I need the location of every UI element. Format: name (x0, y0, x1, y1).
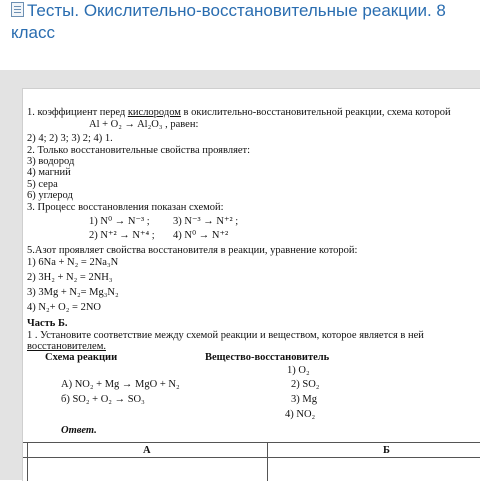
col-header-reaction: Схема реакции (45, 352, 118, 363)
page-title (11, 0, 476, 44)
reducer-option: 3) Mg (291, 394, 317, 405)
col-header-reducer: Вещество-восстановитель (205, 352, 330, 363)
q5-option: 1) 6Na + N₂ = 2Na₃N (27, 257, 119, 268)
reaction-item: А) NO₂ + Mg → MgO + N₂ (61, 379, 180, 390)
table-header-a: А (143, 445, 151, 456)
document-panel[interactable] (22, 88, 480, 481)
q3-option: 1) N⁰ → N⁻³ ; (89, 216, 150, 227)
q1-underlined: кислородом (127, 107, 181, 118)
answer-label: Ответ. (61, 425, 97, 436)
q2-option: 3) водород (27, 156, 75, 167)
q2-option: 5) сера (27, 179, 58, 190)
q5-text: 5.Азот проявляет свойства восстановителя в реакции, уравнение которой: (27, 245, 358, 256)
q3-option: 4) N⁰ → N⁺² (173, 230, 229, 241)
q3-text: 3. Процесс восстановления показан схемой: (27, 202, 224, 213)
q5-option: 3) 3Mg + N₂= Mg₃N₂ (27, 287, 119, 298)
table-row-divider (23, 457, 480, 458)
table-border-left (27, 443, 28, 481)
q5-option: 4) N₂+ O₂ = 2NO (27, 302, 101, 313)
document-icon (11, 2, 24, 17)
q1-scheme: Al + O₂ → Al₂O₃ , равен: (89, 119, 199, 130)
q3-option: 3) N⁻³ → N⁺² ; (173, 216, 239, 227)
answer-table (23, 442, 480, 481)
part-b-task-line1: 1 . Установите соответствие между схемой реакции и веществом, которое является в ней (27, 330, 424, 341)
q2-option: 4) магний (27, 167, 71, 178)
q2-text: 2. Только восстановительные свойства проявляет: (27, 145, 251, 156)
page-title-text: Тесты. Окислительно-восстановительные реакции. 8 класс (11, 1, 446, 42)
reaction-item: б) SO₂ + O₂ → SO₃ (61, 394, 145, 405)
title-bar (0, 0, 480, 62)
part-b-task-line2: восстановителем. (27, 341, 106, 352)
q1-text (27, 107, 451, 118)
q5-option: 2) 3H₂ + N₂ = 2NH₃ (27, 272, 113, 283)
reducer-option: 2) SO₂ (291, 379, 320, 390)
q1-text-part2: в окислительно-восстановительной реакции, схема которой (180, 107, 451, 118)
q1-options: 2) 4; 2) 3; 3) 2; 4) 1. (27, 133, 113, 144)
q1-text-part1: 1. коэффициент перед (27, 107, 128, 118)
reducer-option: 4) NO₂ (285, 409, 316, 420)
table-border-mid (267, 443, 268, 481)
q3-option: 2) N⁺² → N⁺⁴ ; (89, 230, 155, 241)
part-b-heading: Часть Б. (27, 318, 68, 329)
reducer-option: 1) O₂ (287, 365, 310, 376)
table-header-b: Б (383, 445, 390, 456)
q2-option: 6) углерод (27, 190, 73, 201)
